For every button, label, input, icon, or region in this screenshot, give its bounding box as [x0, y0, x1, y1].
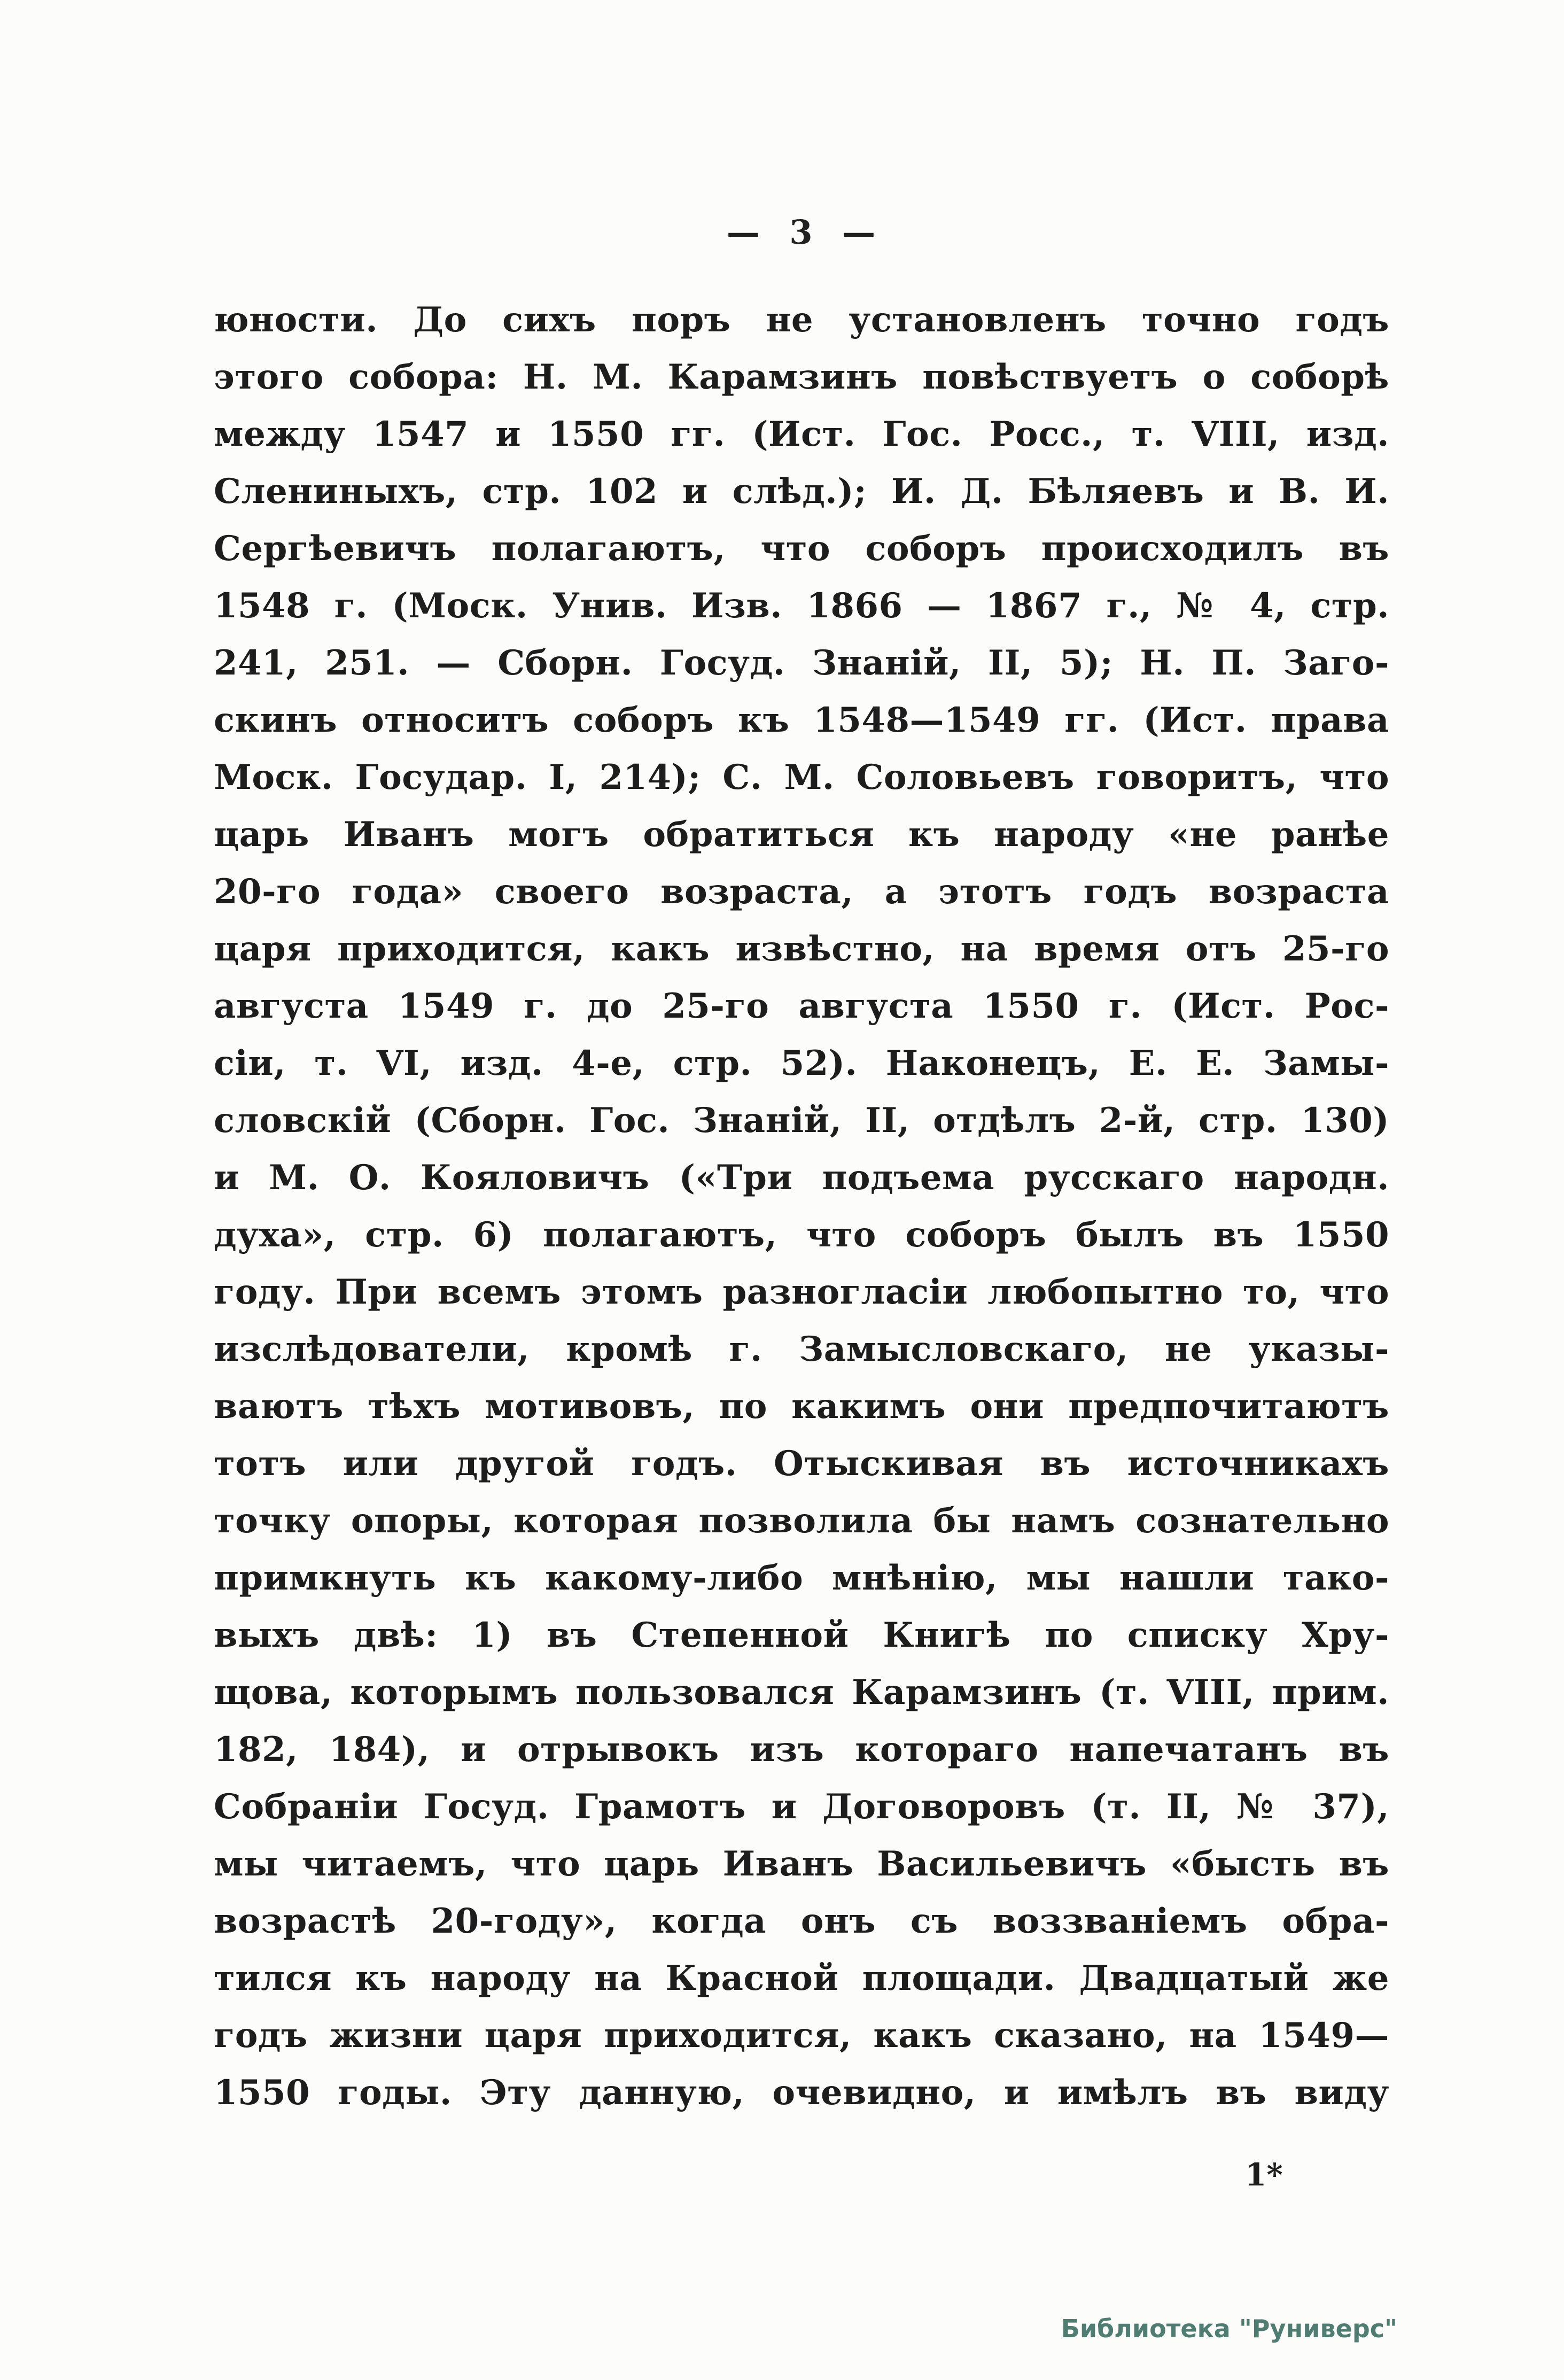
text-line: этого собора: Н. М. Карамзинъ повѣствуетъ о соборѣ — [214, 357, 1389, 397]
body-text — [214, 291, 1389, 2121]
text-line: августа 1549 г. до 25-го августа 1550 г. (Ист. Рос- — [214, 986, 1389, 1026]
signature-mark: 1* — [1245, 2157, 1283, 2193]
text-line: изслѣдователи, кромѣ г. Замысловскаго, не указы- — [214, 1329, 1389, 1369]
text-line: выхъ двѣ: 1) въ Степенной Книгѣ по списку Хру- — [214, 1615, 1389, 1655]
text-line: царь Иванъ могъ обратиться къ народу «не ранѣе — [214, 815, 1389, 855]
text-line: щова, которымъ пользовался Карамзинъ (т. VIII, прим. — [214, 1672, 1389, 1712]
text-line: примкнуть къ какому-либо мнѣнію, мы нашли тако- — [214, 1558, 1389, 1598]
text-line: духа», стр. 6) полагаютъ, что соборъ былъ въ 1550 — [214, 1215, 1389, 1255]
text-line: между 1547 и 1550 гг. (Ист. Гос. Росс., т. VIII, изд. — [214, 414, 1389, 454]
text-line: 20-го года» своего возраста, а этотъ годъ возраста — [214, 872, 1389, 912]
text-line: юности. До сихъ поръ не установленъ точно годъ — [214, 300, 1389, 340]
text-line: 1548 г. (Моск. Унив. Изв. 1866 — 1867 г., № 4, стр. — [214, 586, 1389, 626]
text-line: скинъ относитъ соборъ къ 1548—1549 гг. (Ист. права — [214, 700, 1389, 740]
text-line: царя приходится, какъ извѣстно, на время отъ 25-го — [214, 929, 1389, 969]
text-line: и М. О. Кояловичъ («Три подъема русскаго народн. — [214, 1158, 1389, 1198]
text-line: мы читаемъ, что царь Иванъ Васильевичъ «бысть въ — [214, 1844, 1389, 1884]
text-line: возрастѣ 20-году», когда онъ съ воззваніемъ обра- — [214, 1901, 1389, 1941]
library-watermark: Библиотека "Руниверс" — [1061, 2314, 1397, 2343]
text-line: году. При всемъ этомъ разногласіи любопытно то, что — [214, 1272, 1389, 1312]
text-line: Собраніи Госуд. Грамотъ и Договоровъ (т. II, № 37), — [214, 1787, 1389, 1827]
text-line: 241, 251. — Сборн. Госуд. Знаній, II, 5); Н. П. Заго- — [214, 643, 1389, 683]
text-line: словскій (Сборн. Гос. Знаній, II, отдѣлъ 2-й, стр. 130) — [214, 1100, 1389, 1141]
text-line: годъ жизни царя приходится, какъ сказано, на 1549— — [214, 2015, 1389, 2056]
text-line: точку опоры, которая позволила бы намъ сознательно — [214, 1501, 1389, 1541]
text-line: сіи, т. VI, изд. 4-е, стр. 52). Наконецъ, Е. Е. Замы- — [214, 1043, 1389, 1083]
text-line: 182, 184), и отрывокъ изъ котораго напечатанъ въ — [214, 1730, 1389, 1770]
text-line: Моск. Государ. I, 214); С. М. Соловьевъ говоритъ, что — [214, 757, 1389, 797]
text-line: Слениныхъ, стр. 102 и слѣд.); И. Д. Бѣляевъ и В. И. — [214, 471, 1389, 511]
text-line: тился къ народу на Красной площади. Двадцатый же — [214, 1958, 1389, 1998]
text-line: ваютъ тѣхъ мотивовъ, по какимъ они предпочитаютъ — [214, 1386, 1389, 1427]
page-number: — 3 — — [726, 213, 877, 252]
text-line: 1550 годы. Эту данную, очевидно, и имѣлъ въ виду — [214, 2073, 1389, 2113]
text-line: тотъ или другой годъ. Отыскивая въ источникахъ — [214, 1444, 1389, 1484]
text-line: Сергѣевичъ полагаютъ, что соборъ происходилъ въ — [214, 529, 1389, 569]
